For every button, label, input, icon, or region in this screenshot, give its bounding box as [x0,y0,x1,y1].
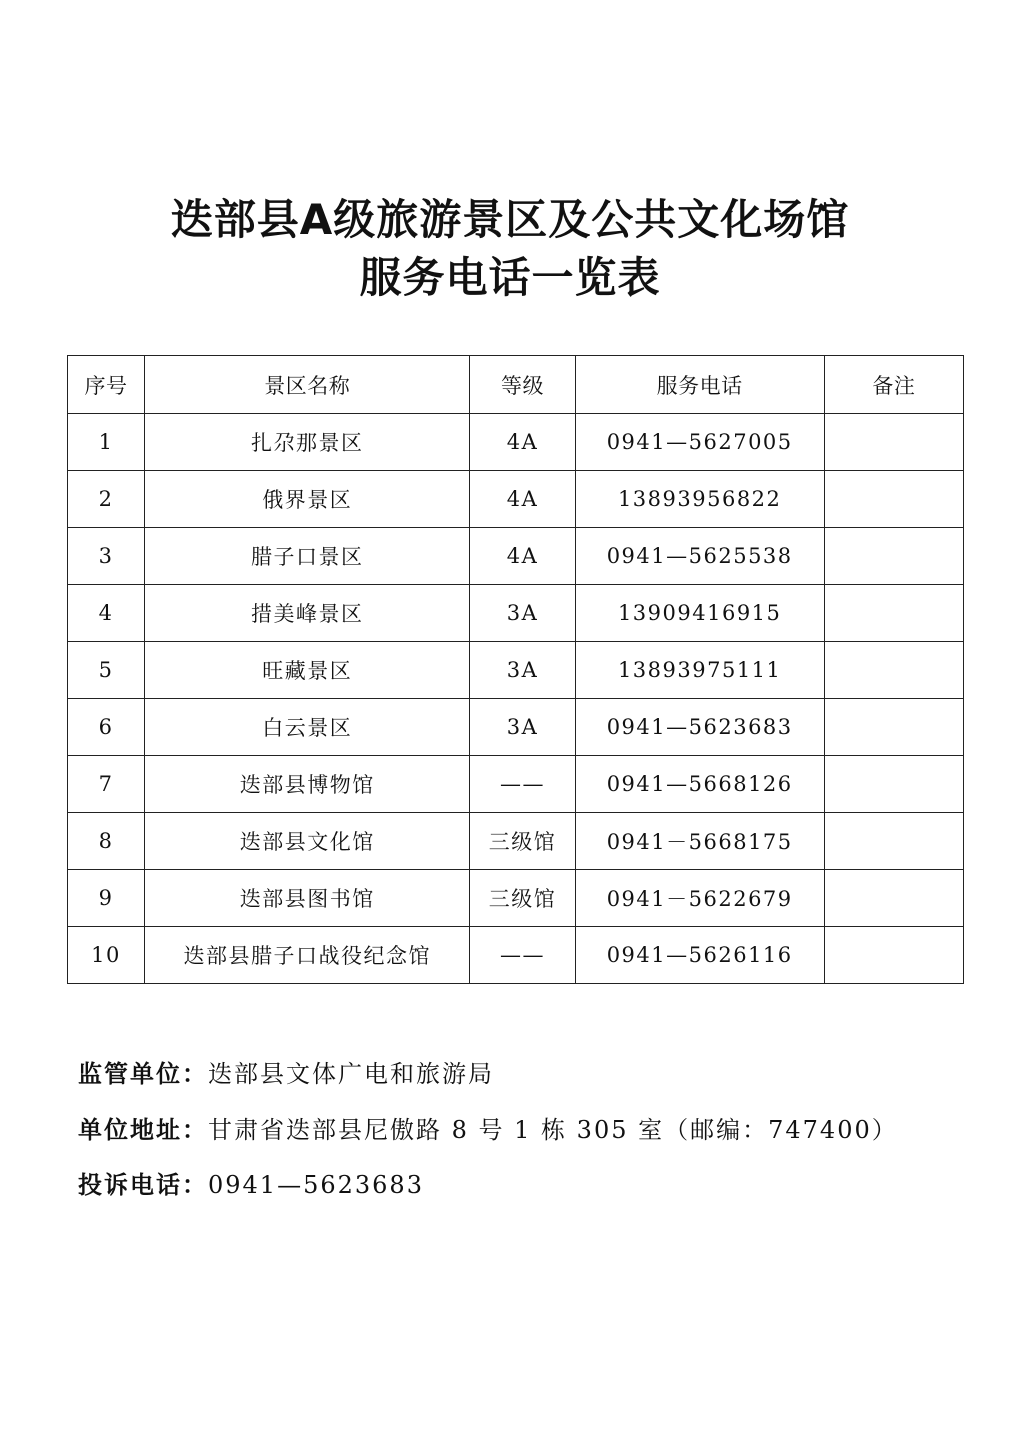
row-level: 三级馆 [470,870,575,927]
row-note [824,642,963,699]
table-row [68,756,964,813]
row-site-name: 迭部县图书馆 [145,870,470,927]
service-phone-table [67,355,964,984]
table-row [68,642,964,699]
row-site-name: 腊子口景区 [145,528,470,585]
row-level: 3A [470,699,575,756]
row-phone: 0941—5623683 [575,699,824,756]
row-phone: 0941—5668126 [575,756,824,813]
header-site-name: 景区名称 [145,356,470,414]
row-number: 10 [68,927,145,984]
table-row [68,414,964,471]
complaint-phone-label: 投诉电话： [78,1171,208,1199]
row-note [824,927,963,984]
row-phone: 0941－5668175 [575,813,824,870]
row-level: —— [470,756,575,813]
supervisor-line [78,1058,494,1090]
page-title-line-2: 服务电话一览表 [359,253,661,302]
row-note [824,585,963,642]
row-number: 8 [68,813,145,870]
row-phone: 13909416915 [575,585,824,642]
table-row [68,813,964,870]
row-site-name: 扎尕那景区 [145,414,470,471]
row-level: 3A [470,642,575,699]
row-note [824,528,963,585]
table-row [68,471,964,528]
supervisor-value: 迭部县文体广电和旅游局 [208,1060,494,1088]
supervisor-label: 监管单位： [78,1060,208,1088]
row-phone: 0941－5622679 [575,870,824,927]
row-site-name: 俄界景区 [145,471,470,528]
page-title-line-1: 迭部县A级旅游景区及公共文化场馆 [170,195,850,244]
row-phone: 0941—5627005 [575,414,824,471]
row-level: 4A [470,528,575,585]
table-row [68,528,964,585]
row-level: 4A [470,414,575,471]
row-note [824,870,963,927]
address-value: 甘肃省迭部县尼傲路 8 号 1 栋 305 室（邮编：747400） [208,1116,898,1144]
row-level: —— [470,927,575,984]
row-number: 4 [68,585,145,642]
row-number: 1 [68,414,145,471]
complaint-phone-value: 0941—5623683 [208,1171,424,1199]
complaint-phone-line [78,1169,424,1201]
row-note [824,756,963,813]
row-phone: 13893975111 [575,642,824,699]
row-number: 7 [68,756,145,813]
row-level: 3A [470,585,575,642]
header-number: 序号 [68,356,145,414]
table-row [68,585,964,642]
row-level: 三级馆 [470,813,575,870]
header-remarks: 备注 [824,356,963,414]
row-note [824,471,963,528]
row-number: 6 [68,699,145,756]
row-site-name: 迭部县博物馆 [145,756,470,813]
row-site-name: 措美峰景区 [145,585,470,642]
table-header-row [68,356,964,414]
row-site-name: 迭部县腊子口战役纪念馆 [145,927,470,984]
row-number: 2 [68,471,145,528]
row-number: 5 [68,642,145,699]
table-row [68,870,964,927]
row-number: 9 [68,870,145,927]
header-service-phone: 服务电话 [575,356,824,414]
row-phone: 0941—5626116 [575,927,824,984]
table-row [68,927,964,984]
address-line [78,1114,898,1146]
header-level: 等级 [470,356,575,414]
row-site-name: 迭部县文化馆 [145,813,470,870]
address-label: 单位地址： [78,1116,208,1144]
row-level: 4A [470,471,575,528]
row-number: 3 [68,528,145,585]
row-site-name: 白云景区 [145,699,470,756]
row-site-name: 旺藏景区 [145,642,470,699]
row-note [824,813,963,870]
row-phone: 0941—5625538 [575,528,824,585]
table-row [68,699,964,756]
row-note [824,699,963,756]
row-phone: 13893956822 [575,471,824,528]
row-note [824,414,963,471]
